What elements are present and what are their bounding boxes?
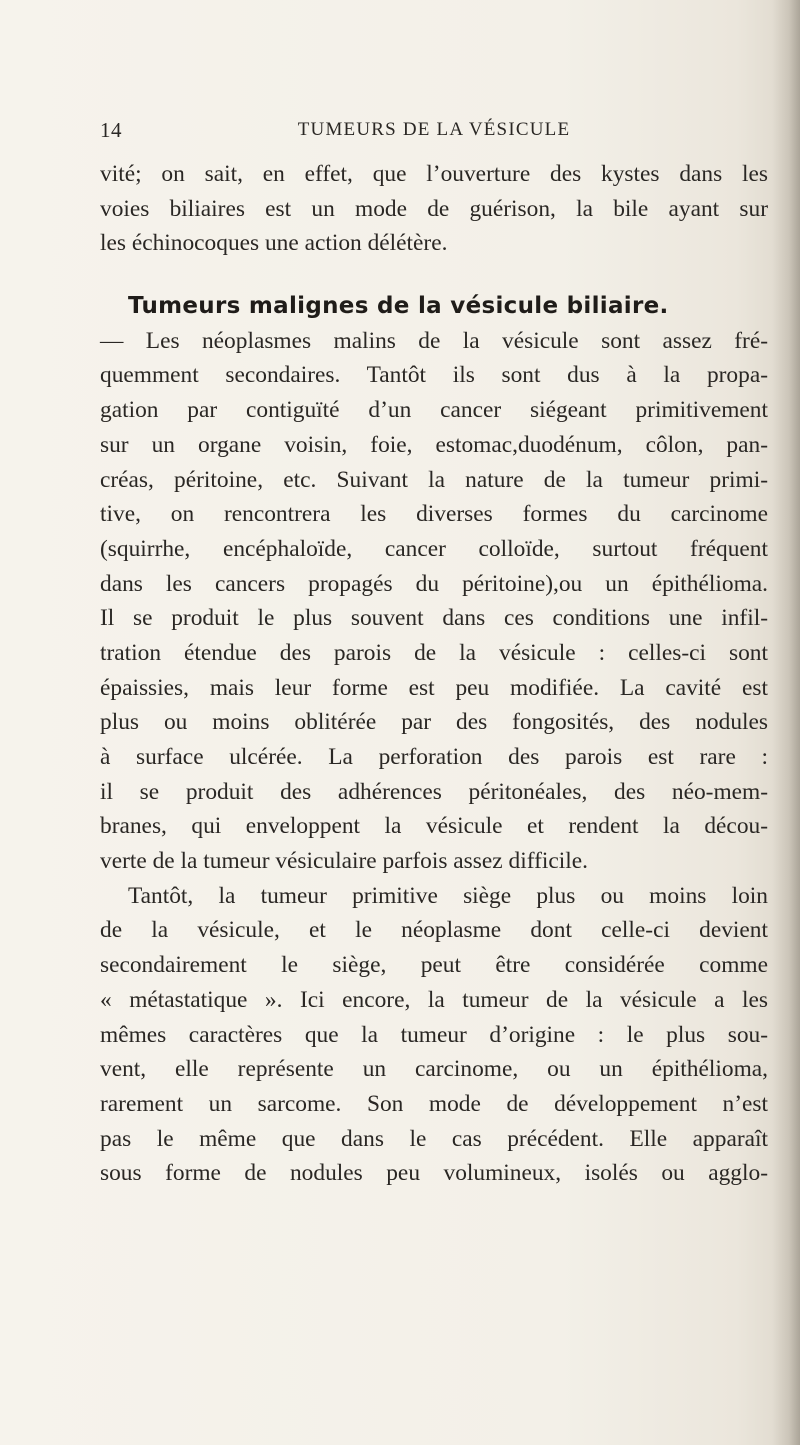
paragraph-gap [100,261,768,289]
text-line: Il se produit le plus souvent dans ces conditions une infil- [100,605,768,632]
running-header [100,118,768,148]
page-number: 14 [100,118,122,142]
text-line: gation par contiguïté d’un cancer siégeant primitivement [100,397,768,424]
text-line: — Les néoplasmes malins de la vésicule sont assez fré- [100,327,768,354]
text-line: tive, on rencontrera les diverses formes du carcinome [100,501,768,528]
text-line: tration étendue des parois de la vésicule : celles-ci sont [100,639,768,666]
text-line: voies biliaires est un mode de guérison, la bile ayant sur [100,195,768,222]
text-line: vité; on sait, en effet, que l’ouverture des kystes dans les [100,161,768,187]
text-line-indented [100,879,768,914]
text-line: sous forme de nodules peu volumineux, isolés ou agglo- [100,1160,768,1187]
text-line: (squirrhe, encéphaloïde, cancer colloïde, surtout fréquent [100,535,768,562]
text-line: mêmes caractères que la tumeur d’origine : le plus sou- [100,1021,768,1048]
text-line: dans les cancers propagés du péritoine),ou un épithélioma. [100,570,768,597]
text-line: secondairement le siège, peut être considérée comme [100,952,768,979]
text-line: plus ou moins oblitérée par des fongosités, des nodules [100,709,768,736]
text-line: sur un organe voisin, foie, estomac,duodénum, côlon, pan- [100,431,768,458]
text-line: de la vésicule, et le néoplasme dont celle-ci devient [100,917,768,944]
body-text [100,157,768,1191]
text-line: vent, elle représente un carcinome, ou un épithélioma, [100,1056,768,1083]
text-line: « métastatique ». Ici encore, la tumeur de la vésicule a les [100,986,768,1013]
section-heading: Tumeurs malignes de la vésicule biliaire. [128,293,669,320]
text-line: épaissies, mais leur forme est peu modifiée. La cavité est [100,674,768,701]
running-title: TUMEURS DE LA VÉSICULE [297,119,571,140]
text-line: verte de la tumeur vésiculaire parfois assez difficile. [100,848,588,875]
text-line: les échinocoques une action délétère. [100,230,448,257]
text-line: Tantôt, la tumeur primitive siège plus ou moins loin [128,882,768,909]
text-line: pas le même que dans le cas précédent. Elle apparaît [100,1125,768,1152]
text-line: quemment secondaires. Tantôt ils sont dus à la propa- [100,362,768,389]
text-line: créas, péritoine, etc. Suivant la nature de la tumeur primi- [100,466,768,493]
text-line: à surface ulcérée. La perforation des parois est rare : [100,744,768,770]
section-heading-line [100,289,768,324]
page-edge-shadow [772,0,800,1445]
text-line: il se produit des adhérences péritonéales, des néo-mem- [100,778,768,805]
text-line: rarement un sarcome. Son mode de développement n’est [100,1090,768,1117]
text-line: branes, qui enveloppent la vésicule et rendent la décou- [100,813,768,840]
